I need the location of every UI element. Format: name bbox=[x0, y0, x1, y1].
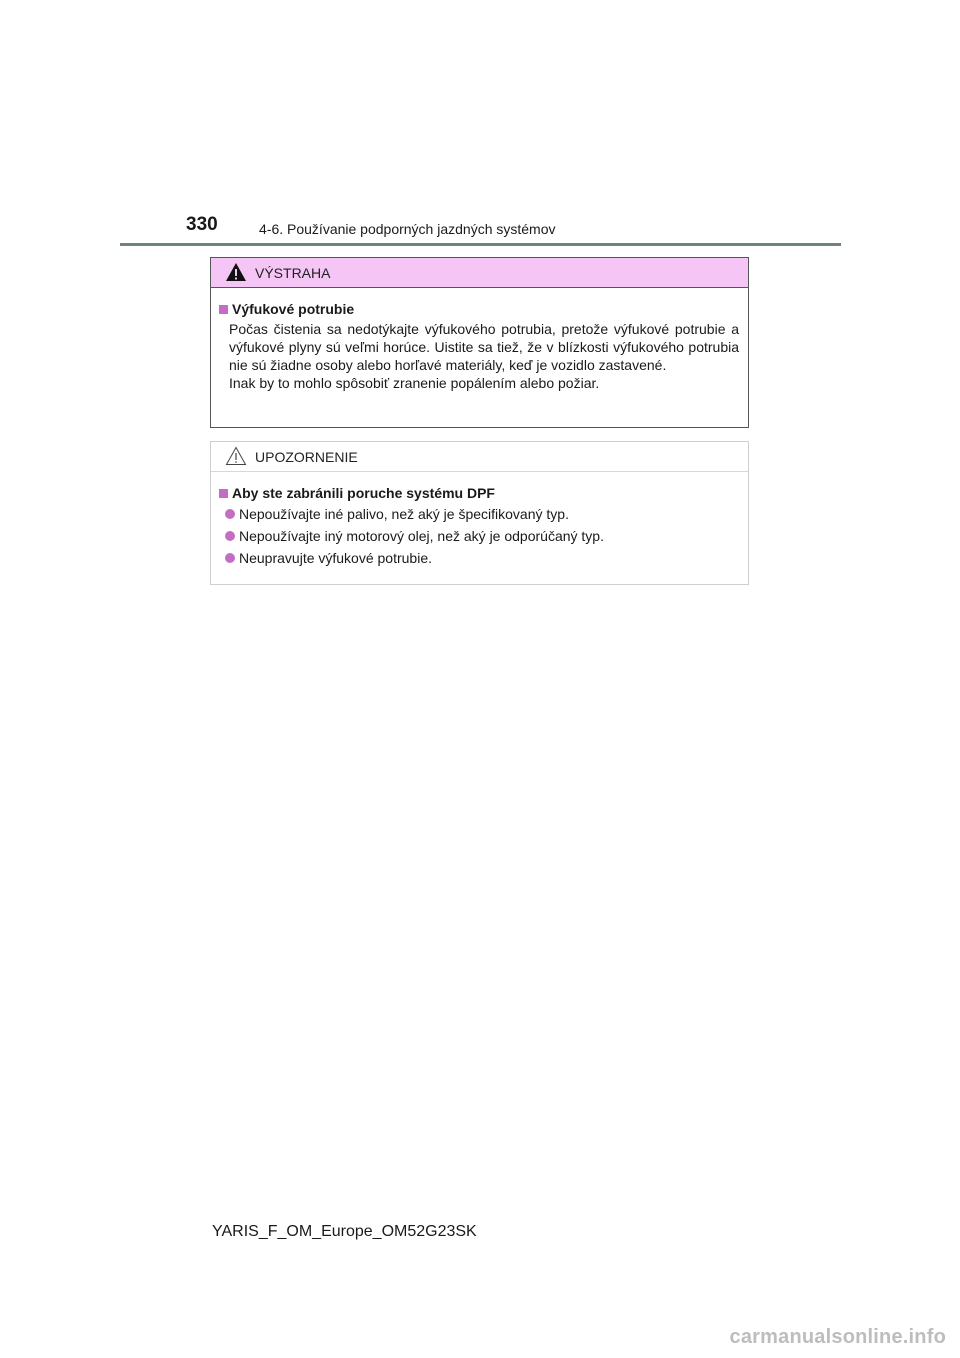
warning-paragraph bbox=[229, 320, 739, 392]
watermark: carmanualsonline.info bbox=[729, 1326, 946, 1348]
round-bullet-icon bbox=[225, 509, 235, 519]
notice-item-heading bbox=[219, 484, 739, 502]
warning-paragraph-1: Počas čistenia sa nedotýkajte výfukového potrubia, pretože výfukové potrubie a výfukové plyny sú veľmi horúce. Uistite sa tiež, že v blízkosti výfukového potrubia nie sú žiadne osoby alebo horľavé materiály, keď je vozidlo zastavené. bbox=[229, 321, 739, 373]
document-code: YARIS_F_OM_Europe_OM52G23SK bbox=[212, 1223, 477, 1240]
list-item-text: Nepoužívajte iné palivo, než aký je špecifikovaný typ. bbox=[239, 506, 569, 522]
round-bullet-icon bbox=[225, 531, 235, 541]
notice-box-body bbox=[211, 472, 748, 567]
notice-bullet-list bbox=[225, 505, 739, 567]
page-header bbox=[0, 0, 960, 250]
warning-triangle-filled-icon bbox=[225, 262, 247, 282]
warning-triangle-outline-icon bbox=[225, 446, 247, 466]
page-number: 330 bbox=[186, 214, 218, 235]
round-bullet-icon bbox=[225, 553, 235, 563]
section-title: 4-6. Používanie podporných jazdných systémov bbox=[259, 221, 556, 237]
notice-item-heading-text: Aby ste zabránili poruche systému DPF bbox=[232, 485, 495, 501]
warning-box-body bbox=[211, 288, 748, 392]
warning-box-label: VÝSTRAHA bbox=[255, 265, 331, 281]
square-bullet-icon bbox=[219, 489, 228, 498]
warning-box-header bbox=[211, 258, 748, 288]
list-item-text: Neupravujte výfukové potrubie. bbox=[239, 550, 432, 566]
list-item-text: Nepoužívajte iný motorový olej, než aký je odporúčaný typ. bbox=[239, 528, 604, 544]
notice-box-header bbox=[211, 442, 748, 472]
notice-box-label: UPOZORNENIE bbox=[255, 449, 358, 465]
square-bullet-icon bbox=[219, 305, 228, 314]
warning-item-heading bbox=[219, 300, 739, 318]
warning-paragraph-2: Inak by to mohlo spôsobiť zranenie popálením alebo požiar. bbox=[229, 375, 600, 391]
warning-item-heading-text: Výfukové potrubie bbox=[232, 301, 355, 317]
header-rule bbox=[120, 243, 841, 246]
notice-box bbox=[210, 441, 749, 585]
warning-box bbox=[210, 257, 749, 428]
list-item bbox=[225, 505, 739, 523]
list-item bbox=[225, 549, 739, 567]
list-item bbox=[225, 527, 739, 545]
